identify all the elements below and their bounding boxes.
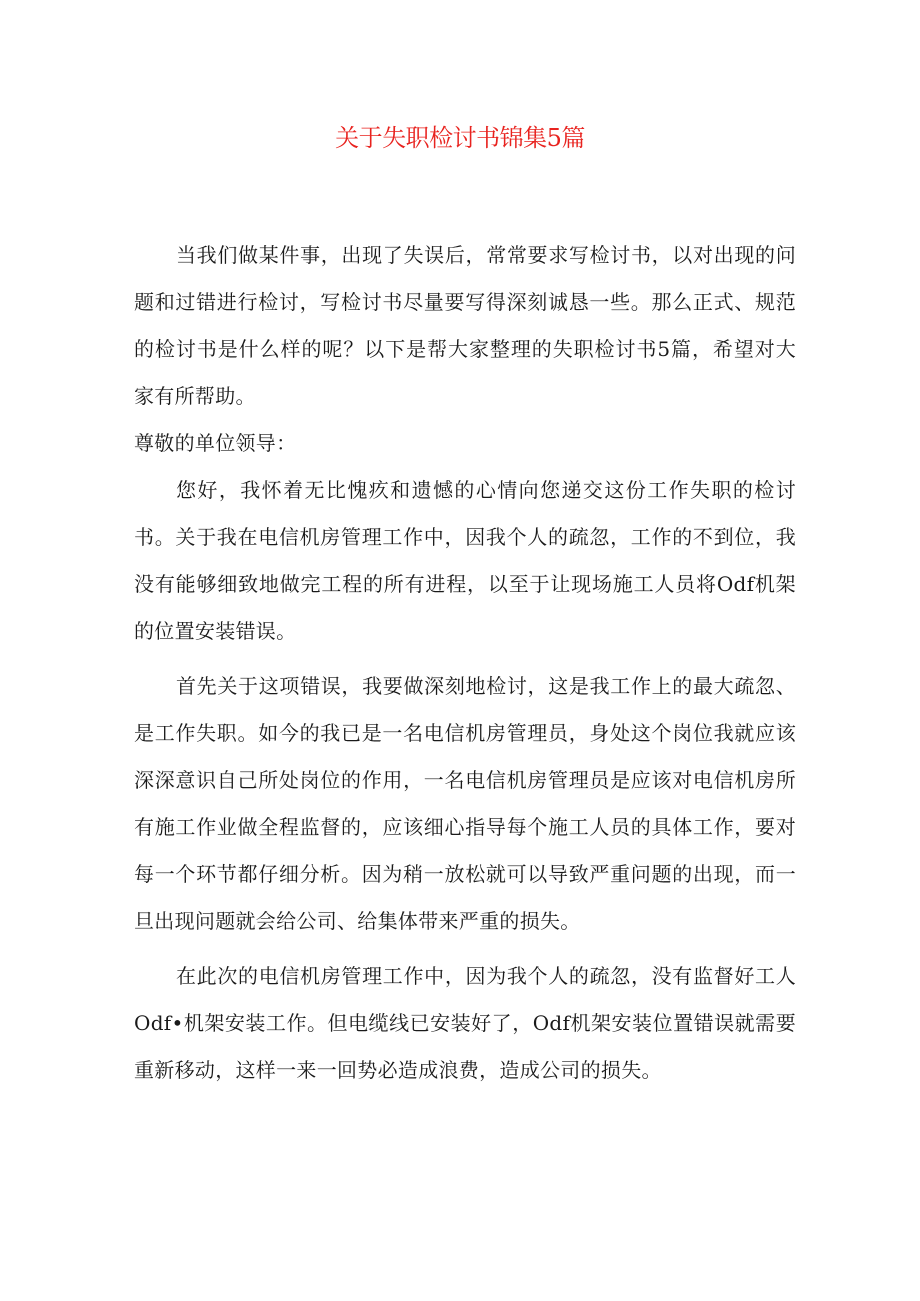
- document-title: 关于失职检讨书锦集5篇: [335, 124, 585, 152]
- intro-paragraph: 当我们做某件事，出现了失误后，常常要求写检讨书，以对出现的问题和过错进行检讨，写检讨书尽量要写得深刻诚恳一些。那么正式、规范的检讨书是什么样的呢？以下是帮大家整理的失职检讨书5篇，希望对大家有所帮助。: [134, 243, 796, 408]
- document-body: [134, 232, 796, 1094]
- salutation: 尊敬的单位领导：: [134, 431, 297, 455]
- paragraph-1: 您好，我怀着无比愧疚和遗憾的心情向您递交这份工作失职的检讨书。关于我在电信机房管理工作中，因我个人的疏忽，工作的不到位，我没有能够细致地做完工程的所有进程，以至于让现场施工人员将Odf机架的位置安装错误。: [134, 478, 796, 643]
- paragraph-2: 首先关于这项错误，我要做深刻地检讨，这是我工作上的最大疏忽、是工作失职。如今的我已是一名电信机房管理员，身处这个岗位我就应该深深意识自己所处岗位的作用，一名电信机房管理员是应该对电信机房所有施工作业做全程监督的，应该细心指导每个施工人员的具体工作，要对每一个环节都仔细分析。因为稍一放松就可以导致严重问题的出现，而一旦出现问题就会给公司、给集体带来严重的损失。: [134, 674, 796, 933]
- paragraph-3: 在此次的电信机房管理工作中，因为我个人的疏忽，没有监督好工人Odf•机架安装工作。但电缆线已安装好了，Odf机架安装位置错误就需要重新移动，这样一来一回势必造成浪费，造成公司的损失。: [134, 964, 796, 1082]
